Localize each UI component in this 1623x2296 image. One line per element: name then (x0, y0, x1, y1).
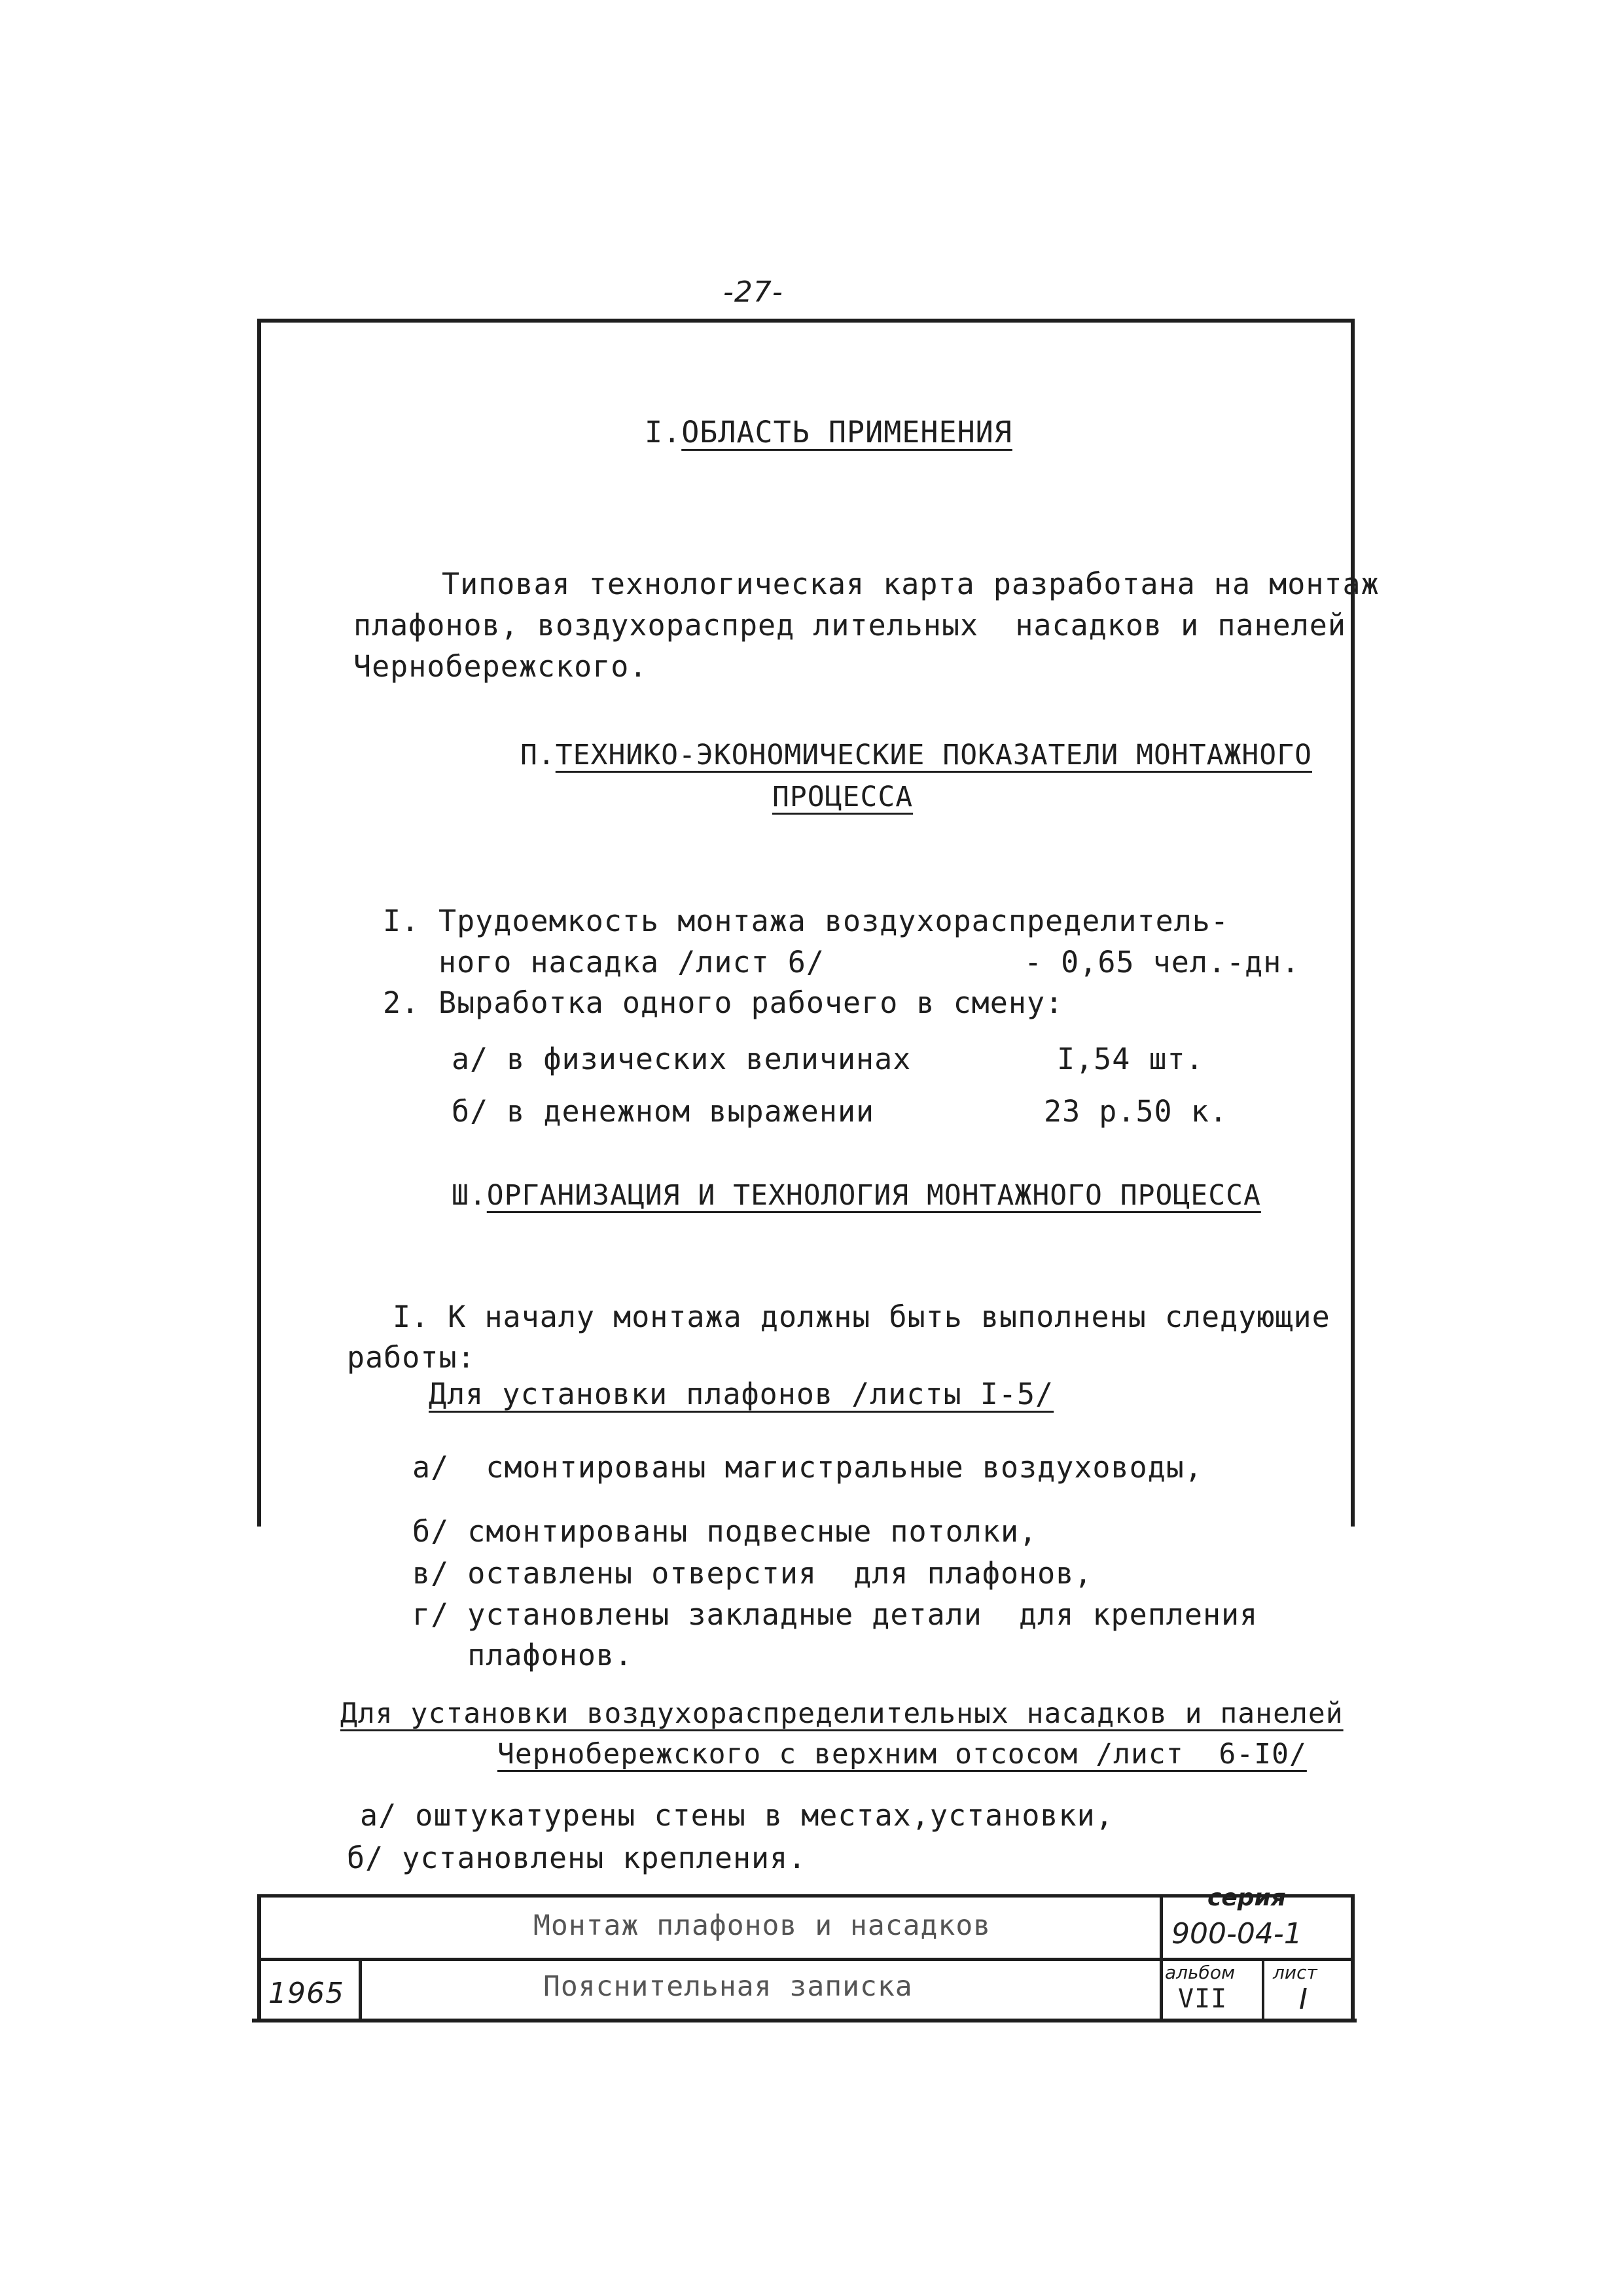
section-1-paragraph-line-1: Типовая технологическая карта разработана на монтаж (442, 567, 1380, 601)
section-2-item-2a-value: I,54 шт. (1057, 1042, 1204, 1076)
section-3-number: Ш. (452, 1179, 487, 1212)
stamp-top-border (257, 1894, 1355, 1898)
stamp-year-divider (359, 1958, 362, 2021)
section-2-item-2-number: 2. (383, 985, 420, 1020)
section-3-sub-2-item-a: а/ оштукатурены стены в местах,установки, (360, 1798, 1114, 1833)
section-2-item-1-line-2: ного насадка /лист 6/ (438, 945, 825, 980)
section-1-title: ОБЛАСТЬ ПРИМЕНЕНИЯ (681, 415, 1012, 450)
section-2-item-2b-value: 23 р.50 к. (1044, 1094, 1228, 1129)
stamp-sheet-label: лист (1273, 1962, 1317, 1983)
section-3-intro-line-1: I. К началу монтажа должны быть выполнены следующие (393, 1299, 1330, 1334)
section-3-sub-1-title: Для установки плафонов /листы I-5/ (429, 1377, 1054, 1411)
section-3-sub-2-title-line-2: Чернобережского с верхним отсосом /лист 6-I0/ (497, 1738, 1307, 1771)
stamp-left-border (257, 1894, 261, 2021)
section-3-sub-1-item-a: а/ смонтированы магистральные воздуховоды, (412, 1450, 1203, 1485)
section-2-item-2-text: Выработка одного рабочего в смену: (438, 985, 1064, 1020)
section-3-sub-1-item-d: г/ установлены закладные детали для крепления (412, 1597, 1258, 1632)
stamp-sheet-value: I (1299, 1983, 1308, 2016)
stamp-album-label: альбом (1165, 1962, 1236, 1983)
stamp-series-label: серия (1207, 1884, 1286, 1911)
section-3-heading (452, 1179, 1261, 1212)
page-number: -27- (723, 275, 783, 309)
section-3-sub-2-title-line-1: Для установки воздухораспределительных насадков и панелей (340, 1697, 1344, 1730)
section-2-heading (520, 741, 1312, 769)
stamp-right-border (1351, 1894, 1355, 2021)
section-3-sub-2-item-b: б/ установлены крепления. (347, 1841, 807, 1875)
section-3-sub-1-item-c: в/ оставлены отверстия для плафонов, (412, 1556, 1093, 1591)
section-3-title: ОРГАНИЗАЦИЯ И ТЕХНОЛОГИЯ МОНТАЖНОГО ПРОЦЕССА (486, 1179, 1261, 1212)
section-2-item-1-line-1: Трудоемкость монтажа воздухораспределитель- (438, 904, 1229, 938)
section-2-title-line-2: ПРОЦЕССА (772, 781, 914, 813)
section-1-number: I. (645, 415, 682, 450)
section-2-item-1-value: - 0,65 чел.-дн. (1024, 945, 1300, 980)
section-2-item-2b-label: б/ в денежном выражении (452, 1094, 875, 1129)
stamp-middle-border (257, 1958, 1355, 1961)
section-2-number: П. (520, 739, 556, 771)
stamp-series-divider (1160, 1894, 1163, 2021)
stamp-album-value: VII (1178, 1984, 1228, 2014)
stamp-subtitle: Пояснительная записка (543, 1970, 913, 2003)
stamp-year: 1965 (268, 1977, 344, 2010)
section-3-sub-1-item-b: б/ смонтированы подвесные потолки, (412, 1514, 1038, 1549)
section-2-item-1-number: I. (383, 904, 420, 938)
section-1-paragraph-line-3: Чернобережского. (353, 649, 648, 684)
section-2-title-line-1: ТЕХНИКО-ЭКОНОМИЧЕСКИЕ ПОКАЗАТЕЛИ МОНТАЖНОГО (555, 739, 1312, 771)
stamp-sheet-divider (1262, 1958, 1264, 2021)
stamp-bottom-border (252, 2019, 1357, 2022)
section-1-paragraph-line-2: плафонов, воздухораспред лительных насадков и панелей (353, 608, 1346, 643)
section-2-item-2a-label: а/ в физических величинах (452, 1042, 912, 1076)
section-3-intro-line-2: работы: (347, 1340, 476, 1375)
section-1-heading (645, 415, 1012, 450)
section-3-sub-1-item-d-cont: плафонов. (412, 1638, 633, 1672)
stamp-series-value: 900-04-1 (1171, 1917, 1302, 1951)
stamp-title: Монтаж плафонов и насадков (533, 1909, 991, 1942)
